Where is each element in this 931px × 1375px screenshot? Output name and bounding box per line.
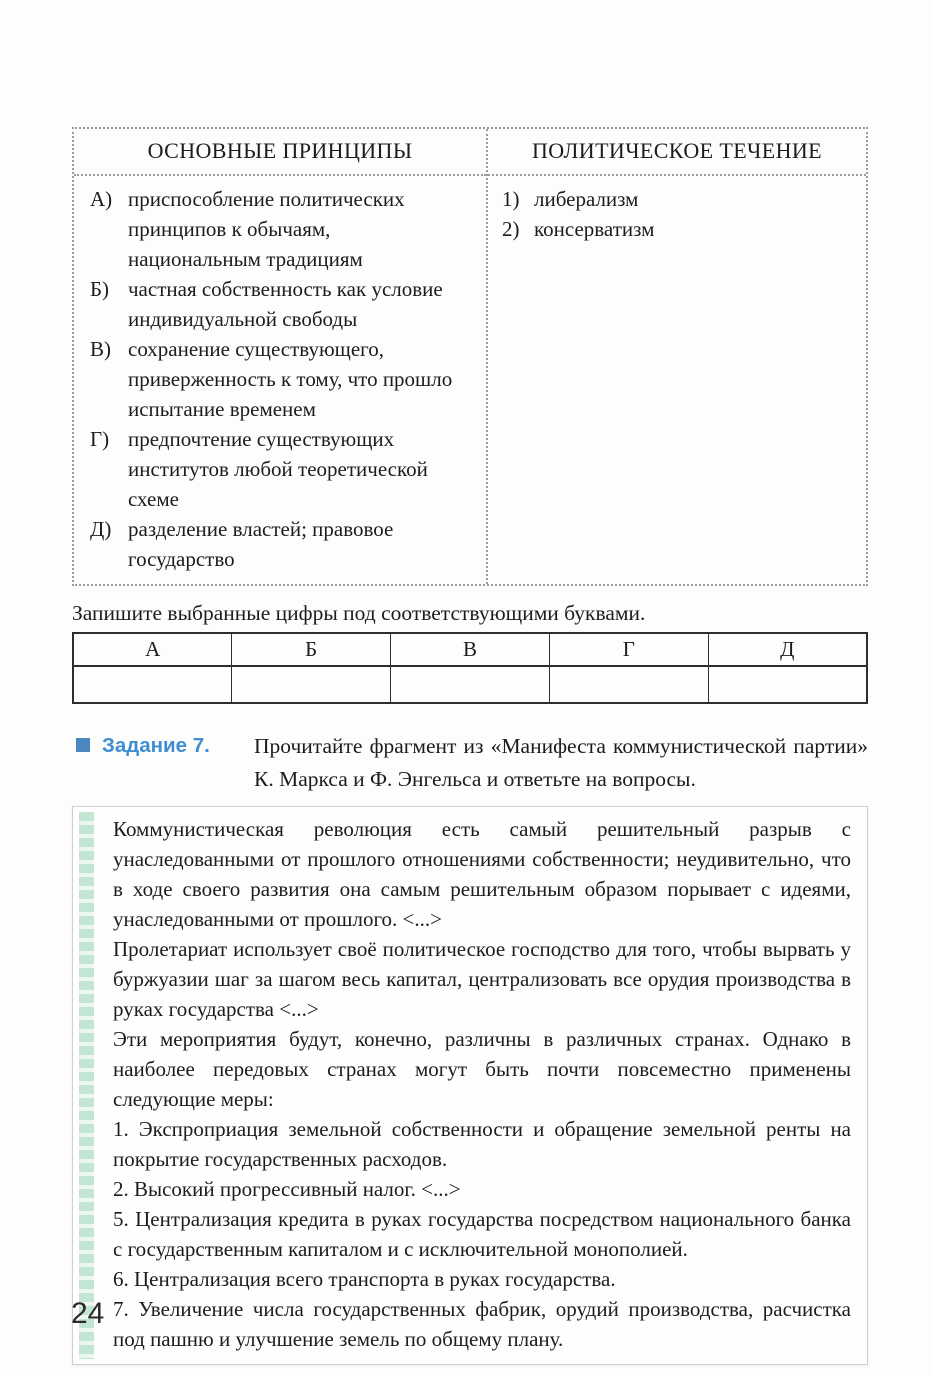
page-number: 24 [71,1297,105,1330]
movements-header: ПОЛИТИЧЕСКОЕ ТЕЧЕНИЕ [488,129,866,176]
answer-column-header: В [391,633,550,666]
principle-text: приспособление политических принципов к обычаям, национальным традициям [128,187,405,271]
principle-item [90,424,480,514]
principle-letter: В) [90,337,111,361]
quote-paragraph: 1. Экспроприация земельной собственности и обращение земельной ренты на покрытие государственных расходов. [113,1117,851,1171]
answer-column-header: Д [708,633,867,666]
principle-text: частная собственность как условие индивидуальной свободы [128,277,443,331]
answer-table [72,632,868,704]
principles-list [74,176,486,584]
answer-instruction: Запишите выбранные цифры под соответствующими буквами. [72,601,646,625]
principles-header: ОСНОВНЫЕ ПРИНЦИПЫ [74,129,486,176]
principle-item [90,514,480,574]
principle-text: сохранение существующего, приверженность к тому, что прошло испытание временем [128,337,453,421]
quote-paragraph: Коммунистическая революция есть самый решительный разрыв с унаследованными от прошлого отношениями собственности; неудивительно, что в ходе своего развития она самым решительным образом порывает с идеями, унаследованными от прошлого. <...> [113,817,851,931]
decorative-border-strip [79,812,94,1359]
answer-cell[interactable] [708,666,867,703]
answer-column-header: Г [549,633,708,666]
principle-item [90,274,480,334]
principle-letter: А) [90,187,113,211]
principle-text: предпочтение существующих институтов любой теоретической схеме [128,427,428,511]
principle-letter: Б) [90,277,110,301]
answer-cell[interactable] [391,666,550,703]
principle-letter: Г) [90,427,110,451]
movements-column [486,129,866,584]
quote-block [72,806,868,1365]
principle-letter: Д) [90,517,112,541]
matching-table [72,127,868,586]
principles-column [74,129,486,584]
principle-text: разделение властей; правовое государство [128,517,394,571]
principle-item [90,334,480,424]
answer-column-header: Б [232,633,391,666]
task-text: Прочитайте фрагмент из «Манифеста коммунистической партии» К. Маркса и Ф. Энгельса и ответьте на вопросы. [254,734,868,791]
task-header [72,730,868,796]
answer-value-row [73,666,867,703]
quote-paragraph: 6. Централизация всего транспорта в руках государства. [113,1267,616,1291]
quote-paragraph: Эти мероприятия будут, конечно, различны в различных странах. Однако в наиболее передовых странах могут быть почти повсеместно применены следующие меры: [113,1027,851,1111]
quote-paragraph: 5. Централизация кредита в руках государства посредством национального банка с государственным капиталом и с исключительной монополией. [113,1207,851,1261]
movement-number: 1) [502,187,520,211]
answer-cell[interactable] [549,666,708,703]
answer-cell[interactable] [232,666,391,703]
movement-item [502,184,860,214]
answer-cell[interactable] [73,666,232,703]
page-content [72,127,868,1365]
answer-header-row [73,633,867,666]
movement-number: 2) [502,217,520,241]
quote-paragraph: 2. Высокий прогрессивный налог. <...> [113,1177,461,1201]
task-label: Задание 7. [102,734,210,757]
movement-item [502,214,860,244]
answer-column-header: А [73,633,232,666]
quote-paragraph: 7. Увеличение числа государственных фабрик, орудий производства, расчистка под пашню и улучшение земель по общему плану. [113,1297,851,1351]
quote-paragraph: Пролетариат использует своё политическое господство для того, чтобы вырвать у буржуазии шаг за шагом весь капитал, централизовать все орудия производства в руках государства <...> [113,937,851,1021]
principle-item [90,184,480,274]
movement-text: либерализм [534,187,639,211]
task-bullet-icon [76,738,90,752]
movement-text: консерватизм [534,217,655,241]
movements-list [488,176,866,254]
